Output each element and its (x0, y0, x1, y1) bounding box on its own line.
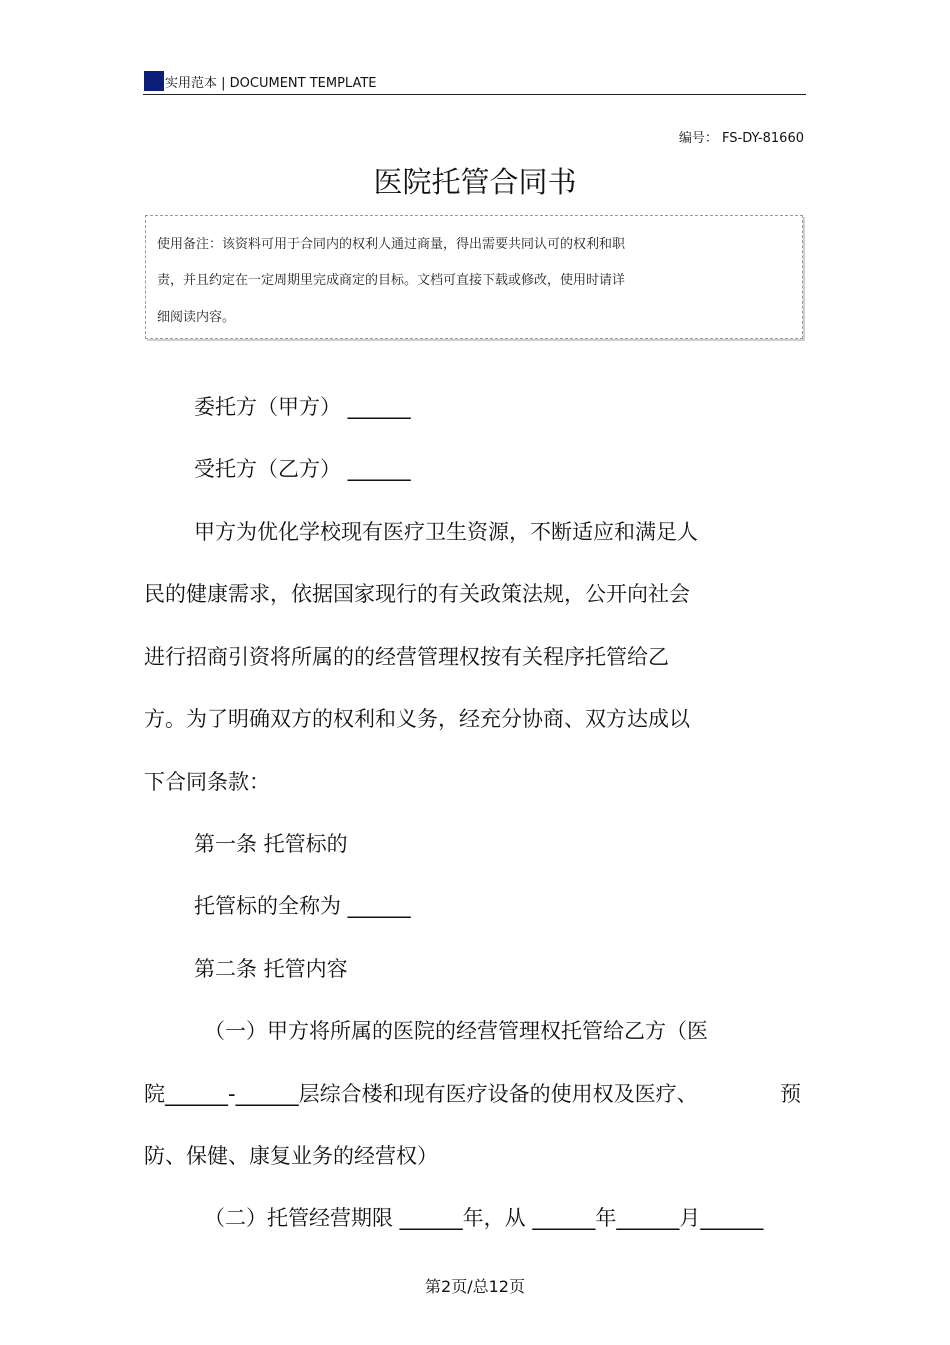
clause-line: （一）甲方将所属的医院的经营管理权托管给乙方（医 (204, 1019, 708, 1043)
trustee-party-line: 受托方（乙方） ______ (194, 457, 411, 481)
usage-note-box (145, 215, 803, 339)
paragraph-line: 甲方为优化学校现有医疗卫生资源，不断适应和满足人 (194, 520, 698, 544)
document-number: 编号： FS-DY-81660 (678, 131, 804, 146)
header-text: 实用范本 | DOCUMENT TEMPLATE (165, 76, 377, 91)
article-2-heading: 第二条 托管内容 (194, 957, 348, 981)
paragraph-line: 下合同条款： (144, 770, 270, 794)
usage-note-line: 使用备注：该资料可用于合同内的权利人通过商量，得出需要共同认可的权利和职 (157, 237, 626, 252)
clause-line: 防、保健、康复业务的经营权） (144, 1144, 438, 1168)
paragraph-line: 方。为了明确双方的权利和义务，经充分协商、双方达成以 (144, 707, 690, 731)
document-title: 医院托管合同书 (373, 165, 577, 199)
clause-line: 院______-______层综合楼和现有医疗设备的使用权及医疗、 (144, 1082, 698, 1106)
client-party-line: 委托方（甲方） ______ (194, 395, 411, 419)
clause-line: （二）托管经营期限 ______年，从 ______年______月______ (204, 1206, 764, 1230)
usage-note-line: 细阅读内容。 (157, 310, 236, 325)
paragraph-line: 民的健康需求，依据国家现行的有关政策法规，公开向社会 (144, 582, 690, 606)
paragraph-line: 托管标的全称为 ______ (194, 894, 411, 918)
clause-line-end: 预 (780, 1082, 801, 1106)
usage-note-line: 责，并且约定在一定周期里完成商定的目标。文档可直接下载或修改，使用时请详 (157, 273, 626, 288)
logo-square-icon (144, 71, 164, 91)
article-1-heading: 第一条 托管标的 (194, 832, 348, 856)
page-footer: 第2页/总12页 (425, 1277, 525, 1296)
page-header (143, 68, 806, 95)
paragraph-line: 进行招商引资将所属的的经营管理权按有关程序托管给乙 (144, 645, 669, 669)
